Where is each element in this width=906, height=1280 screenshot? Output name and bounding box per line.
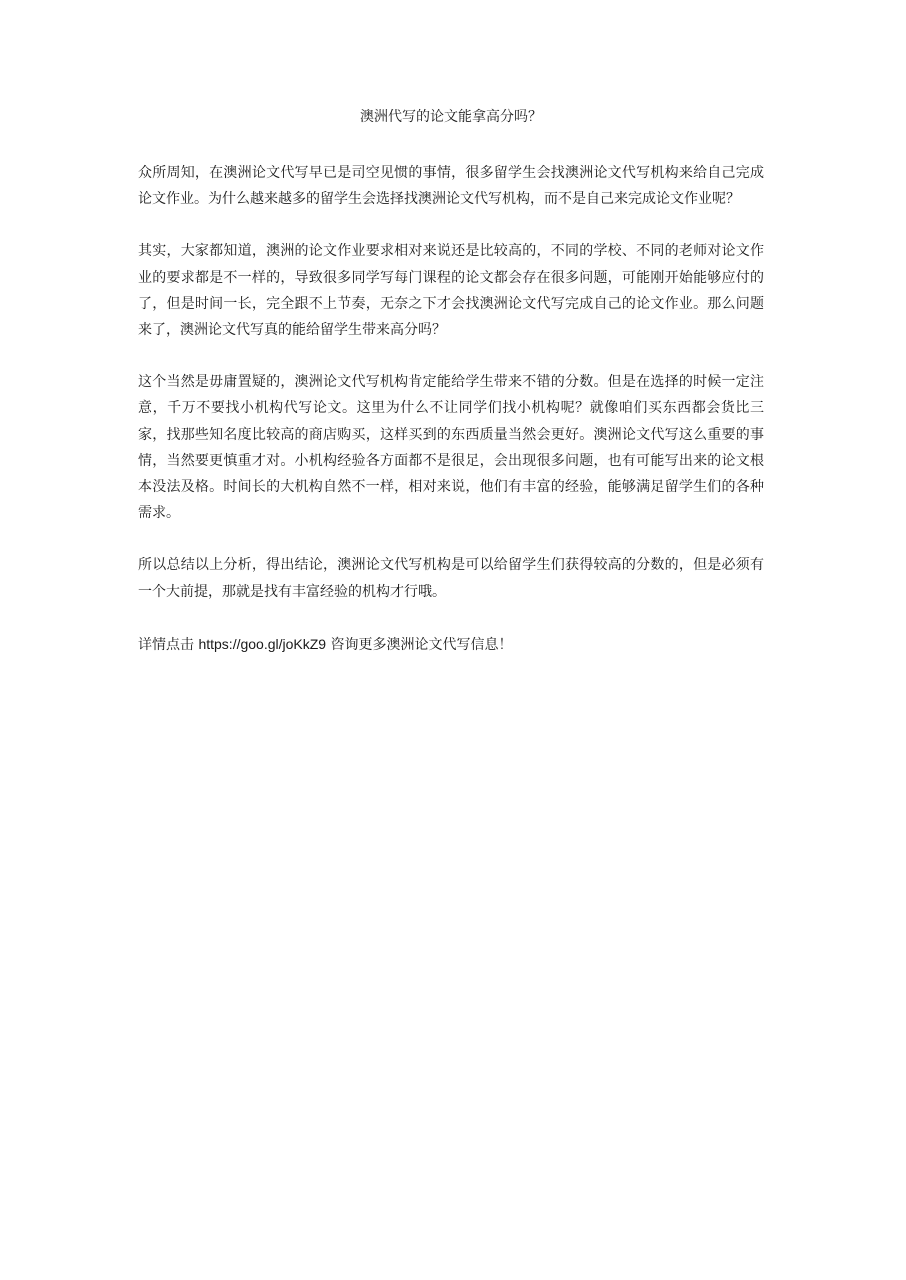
paragraph-choosing-agency: 这个当然是毋庸置疑的，澳洲论文代写机构肯定能给学生带来不错的分数。但是在选择的时候一定注意，千万不要找小机构代写论文。这里为什么不让同学们找小机构呢？就像咱们买东西都会货比三家，找那些知名度比较高的商店购买，这样买到的东西质量当然会更好。澳洲论文代写这么重要的事情，当然要更慎重才对。小机构经验各方面都不是很足，会出现很多问题，也有可能写出来的论文根本没法及格。时间长的大机构自然不一样，相对来说，他们有丰富的经验，能够满足留学生们的各种需求。 [138, 374, 764, 522]
contact-link[interactable]: https://goo.gl/joKkZ9 [198, 635, 327, 652]
document-title: 澳洲代写的论文能拿高分吗？ [360, 109, 542, 125]
document-body [138, 104, 764, 658]
paragraph-intro: 众所周知，在澳洲论文代写早已是司空见惯的事情，很多留学生会找澳洲论文代写机构来给自己完成论文作业。为什么越来越多的留学生会选择找澳洲论文代写机构，而不是自己来完成论文作业呢？ [138, 165, 764, 208]
contact-prefix: 详情点击 [138, 636, 199, 653]
paragraph-requirements: 其实，大家都知道，澳洲的论文作业要求相对来说还是比较高的，不同的学校、不同的老师对论文作业的要求都是不一样的，导致很多同学写每门课程的论文都会存在很多问题，可能刚开始能够应付的了，但是时间一长，完全跟不上节奏，无奈之下才会找澳洲论文代写完成自己的论文作业。那么问题来了，澳洲论文代写真的能给留学生带来高分吗？ [138, 243, 764, 339]
contact-suffix: 咨询更多澳洲论文代写信息！ [326, 636, 513, 653]
paragraph-conclusion: 所以总结以上分析，得出结论，澳洲论文代写机构是可以给留学生们获得较高的分数的，但是必须有一个大前提，那就是找有丰富经验的机构才行哦。 [138, 557, 764, 600]
contact-line [138, 631, 764, 658]
